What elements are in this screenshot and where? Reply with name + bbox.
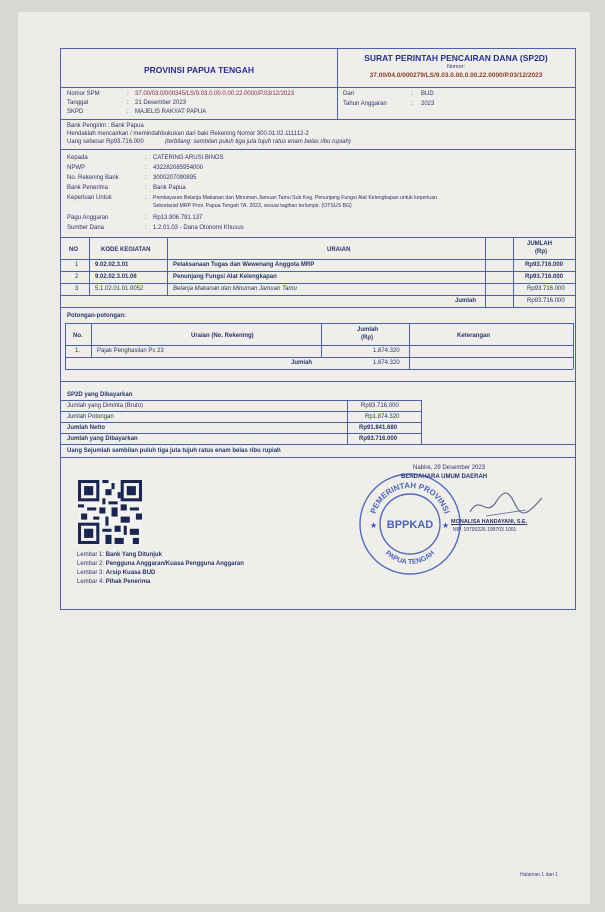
province-title: PROVINSI PAPUA TENGAH [143,65,255,75]
dari-value: BUD [421,91,434,97]
kegiatan-jumlah-total: Rp93.716.000 [527,298,565,304]
netto-value: Rp91.841.680 [359,425,398,431]
netto-label: Jumlah Netto [67,425,106,431]
dibayarkan-value: Rp93.716.000 [359,436,398,442]
svg-text:★: ★ [370,521,378,530]
col-no: NO [69,247,78,253]
kepada-value: CATERING ARUSI BINOS [153,155,224,161]
amount-label: Uang sebesar Rp93.716.000 [67,139,144,145]
bank-penerima-label: Bank Penerima [67,185,109,191]
amount-words: (terbilang: sembilan puluh tiga juta tujuh ratus enam belas ribu rupiah) [165,139,351,145]
potongan-value: Rp1.874.320 [365,414,400,420]
sumber-value: 1.2.01.03 - Dana Otonomi Khusus [153,225,244,231]
tahun-label: Tahun Anggaran [343,101,387,107]
lembar-4: Lembar 4: Pihak Penerima [77,579,151,585]
keperluan-value-2: Sekretariat MRP Prov. Papua Tengah TA. 2023, sesuai tagihan terlampir. (OTSUS BG) [153,203,352,209]
keperluan-label: Keperluan Untuk [67,195,112,201]
keperluan-value-1: Pembayaran Belanja Makanan dan Minuman Jamuan Tamu Sub Keg. Penunjang Fungsi Alat Kelengkapan untuk keperluan [153,195,437,201]
pot-col-ket: Keterangan [457,333,491,339]
svg-text:★: ★ [442,521,450,530]
col-kode: KODE KEGIATAN [101,247,151,253]
bruto-label: Jumlah yang Diminta (Bruto) [67,403,144,409]
dibayarkan-label: Jumlah yang Dibayarkan [67,436,138,442]
lembar-2: Lembar 2: Pengguna Anggaran/Kuasa Pengguna Anggaran [77,561,244,567]
stamp-top-text: PEMERINTAH PROVINSI [368,480,452,515]
rekening-value: 3000207090895 [153,175,197,181]
bank-penerima-value: Bank Papua [153,185,186,191]
svg-text:PAPUA TENGAH [384,550,436,566]
spm-value: 37.00/03.0/000345/LS/9.03.0.00.0.00.22.0000/P.03/12/2023 [135,91,295,97]
kepada-label: Kepada [67,155,88,161]
potongan-title: Potongan-potongan: [67,313,126,319]
skpd-label: SKPD [67,109,84,115]
place-date: Nabire, 29 Desember 2023 [413,465,486,471]
rekening-label: No. Rekening Bank [67,175,119,181]
dari-label: Dari [343,91,355,97]
nomor-label: Nomor: [446,64,466,70]
svg-text:PEMERINTAH PROVINSI [369,481,452,515]
skpd-value: MAJELIS RAKYAT PAPUA [135,109,207,115]
signature-nip: NIP. 19790226 199703 1001 [453,527,517,533]
lembar-1: Lembar 1: Bank Yang Ditunjuk [77,552,162,558]
document-header [61,49,575,88]
pot-col-jumlah: Jumlah [357,327,379,333]
pagu-label: Pagu Anggaran [67,215,109,221]
tahun-value: 2023 [421,101,435,107]
instruction-line: Hendaklah mencairkan / memindahbukukan dari baki Rekening Nomor 300.01.02.111112-2 [67,131,309,137]
sumber-label: Sumber Dana [67,225,105,231]
official-stamp-icon [356,470,464,578]
tanggal-value: 21 Desember 2023 [135,100,187,106]
document-title: SURAT PERINTAH PENCAIRAN DANA (SP2D) [364,53,548,63]
col-jumlah-rp: (Rp) [535,249,547,255]
kegiatan-jumlah-label: Jumlah [455,298,477,304]
pot-col-uraian: Uraian (No. Rekening) [191,333,254,339]
tanggal-label: Tanggal [67,100,89,106]
pot-jumlah-label: Jumlah [291,360,313,366]
col-jumlah: JUMLAH [527,241,552,247]
pot-col-no: No. [73,333,83,339]
col-uraian: URAIAN [327,247,351,253]
npwp-label: NPWP [67,165,85,171]
sp2d-number: 37.00/04.0/000279/LS/9.03.0.00.0.00.22.0000/P.03/12/2023 [369,72,543,79]
pagu-value: Rp13.906.791.137 [153,215,203,221]
pot-jumlah-total: 1.874.320 [373,360,400,366]
lembar-3: Lembar 3: Arsip Kuasa BUD [77,570,156,576]
signature-name: MONALISA HANDAYANI, S.E. [451,519,528,525]
sp2d-document: PROVINSI PAPUA TENGAH SURAT PERINTAH PENCAIRAN DANA (SP2D) Nomor: 37.00/04.0/000279/LS/9.03.0.00.0.00.22.0000/P.03/12/2023 Nomor SPM : 37.00/03.0/000345/LS/9.03.0.00.0.00.22.0000/P.03/12/2023 Tanggal : 21 Desember 2023 SKPD : MAJELIS RAKYAT PAPUA Dari : BUD Tahun Anggaran : 2023 Bank Pengirim : Bank Papua Hendaklah mencairkan / memindahbukukan dari baki Rekening Nomor 300.01.02.111112-2 Uang sebesar Rp93.716.000 (terbilang: sembilan puluh tiga juta tujuh ratus enam belas ribu rupiah) Kepada : CATERING ARUSI BINOS NPWP : 432282085954000 No. Rekening Bank : 3000207090895 Bank Penerima : Bank Papua Keperluan Untuk : Pembayaran Belanja Makanan dan Minuman Jamuan Tamu Sub Keg. Penunjang Fungsi Alat Kelengkapan untuk keperluan Sekretariat MRP Prov. Papua Tengah TA. 2023, sesuai tagihan terlampir. (OTSUS BG) Pagu Anggaran : Rp13.906.791.137 Sumber Dana : 1.2.01.03 - Dana Otonomi Khusus NO KODE KEGIATAN URAIAN JUMLAH (Rp) 1 9.02.02.3.01 Pelaksanaan Tugas dan Wewenang Anggota MRP Rp93.716.000 2 9.02.02.3.01.06 Penunjang Fungsi Alat Kelengkapan Rp93.716.000 3 5.1.02.01.01.0052 Belanja Makanan dan Minuman Jamuan Tamu Rp93.716.000 Jumlah Rp93.716.000 Potongan-potongan: No. Uraian (No. Rekening) Jumlah (Rp) Keterangan 1. Pajak Penghasilan Ps 23 1.874.320 Jumlah 1.874.320 SP2D yang Dibayarkan Jumlah yang Diminta (Bruto) Rp93.716.000 Jumlah Potongan Rp1.874.320 Jumlah Netto Rp91.841.680 Jumlah yang Dibayarkan Rp93.716.000 Uang Sejumlah sembilan puluh tiga juta tujuh ratus enam belas ribu rupiah Nabire, 29 Desember 2023 BENDAHARA UMUM DAERAH MONALISA HANDAYANI, S.E. NIP. 19790226 199703 1001 Lembar 1: Bank Yang Ditunjuk Lembar 2: Pengguna Anggaran/Kuasa Pengguna Anggaran Lembar 3: Arsip Kuasa BUD Lembar 4: Pihak Penerima [60,48,576,610]
qr-code-icon [78,480,142,544]
stamp-bottom-text: PAPUA TENGAH [383,549,437,567]
signature-scribble-icon [466,490,546,520]
npwp-value: 432282085954000 [153,165,204,171]
dibayarkan-title: SP2D yang Dibayarkan [67,392,133,398]
signature-role: BENDAHARA UMUM DAERAH [401,474,488,480]
pot-col-jumlah-rp: (Rp) [361,335,373,341]
stamp-center-text: BPPKAD [386,519,434,531]
bank-pengirim: Bank Pengirim : Bank Papua [67,123,144,129]
terbilang-text: Uang Sejumlah sembilan puluh tiga juta tujuh ratus enam belas ribu rupiah [67,448,281,454]
spm-label: Nomor SPM [67,91,100,97]
page-number: Halaman 1 dari 1 [520,872,559,878]
bruto-value: Rp93.716.000 [361,403,399,409]
potongan-label: Jumlah Potongan [67,414,114,420]
